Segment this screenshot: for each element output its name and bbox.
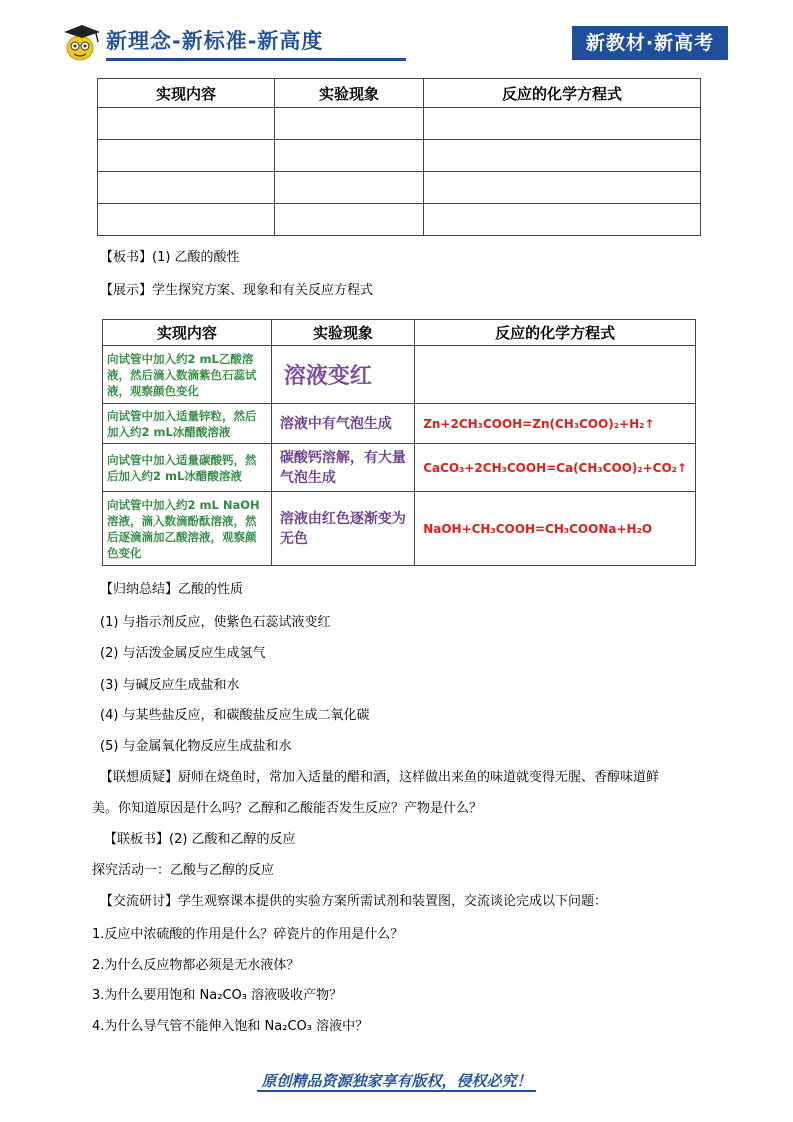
- equation-cell: CaCO₃+2CH₃COOH=Ca(CH₃COO)₂+CO₂↑: [415, 444, 696, 492]
- equation-cell: Zn+2CH₃COOH=Zn(CH₃COO)₂+H₂↑: [415, 404, 696, 444]
- summary-title: 【归纳总结】乙酸的性质: [100, 582, 244, 597]
- phenomenon-cell: 溶液由红色逐渐变为无色: [271, 492, 414, 566]
- copyright-text: 原创精品资源独家享有版权，侵权必究！: [257, 1072, 535, 1092]
- table-row: [103, 444, 696, 492]
- table-row: [103, 404, 696, 444]
- summary-item: (5) 与金属氧化物反应生成盐和水: [100, 739, 292, 754]
- table-row: [98, 140, 701, 172]
- blank-experiment-table: [97, 78, 701, 236]
- question-line-1: 【联想质疑】厨师在烧鱼时，常加入适量的醋和酒，这样做出来鱼的味道就变得无腥、香醇味道鲜: [100, 770, 660, 785]
- summary-item: (4) 与某些盐反应，和碳酸盐反应生成二氧化碳: [100, 708, 370, 723]
- column-header: 实现内容: [103, 320, 272, 346]
- question-line-2: 美。你知道原因是什么吗？乙醇和乙酸能否发生反应？产物是什么？: [92, 801, 483, 816]
- experiment-results-table: [102, 319, 696, 566]
- header-slogan: 新理念-新标准-新高度: [106, 26, 406, 61]
- table-row: [103, 492, 696, 566]
- equation-cell: NaOH+CH₃COOH=CH₃COONa+H₂O: [415, 492, 696, 566]
- column-header: 实验现象: [275, 79, 424, 108]
- activity-title: 探究活动一：乙酸与乙醇的反应: [92, 863, 275, 878]
- question-item: 4.为什么导气管不能伸入饱和 Na₂CO₃ 溶液中？: [92, 1019, 369, 1034]
- table-row: [98, 204, 701, 236]
- summary-item: (3) 与碱反应生成盐和水: [100, 678, 240, 693]
- board-note-acidity: 【板书】(1) 乙酸的酸性: [100, 250, 240, 265]
- column-header: 实验现象: [271, 320, 414, 346]
- question-item: 1.反应中浓硫酸的作用是什么？碎瓷片的作用是什么？: [92, 927, 404, 942]
- table-row: [98, 108, 701, 140]
- procedure-cell: 向试管中加入适量锌粒，然后加入约2 mL冰醋酸溶液: [103, 404, 272, 444]
- procedure-cell: 向试管中加入约2 mL乙酸溶液，然后滴入数滴紫色石蕊试液，观察颜色变化: [103, 346, 272, 404]
- mascot-logo-icon: [58, 22, 104, 62]
- column-header: 反应的化学方程式: [424, 79, 701, 108]
- discussion-prompt: 【交流研讨】学生观察课本提供的实验方案所需试剂和装置图，交流谈论完成以下问题：: [100, 894, 608, 909]
- copyright-footer: [0, 1070, 793, 1091]
- procedure-cell: 向试管中加入约2 mL NaOH溶液，滴入数滴酚酞溶液，然后逐滴滴加乙酸溶液，观察颜色变化: [103, 492, 272, 566]
- table-row: [103, 346, 696, 404]
- procedure-cell: 向试管中加入适量碳酸钙，然后加入约2 mL冰醋酸溶液: [103, 444, 272, 492]
- question-item: 3.为什么要用饱和 Na₂CO₃ 溶液吸收产物？: [92, 988, 343, 1003]
- question-item: 2.为什么反应物都必须是无水液体？: [92, 958, 300, 973]
- phenomenon-cell: 碳酸钙溶解，有大量气泡生成: [271, 444, 414, 492]
- phenomenon-cell: 溶液变红: [271, 346, 414, 404]
- table-header-row: [103, 320, 696, 346]
- summary-item: (1) 与指示剂反应，使紫色石蕊试液变红: [100, 615, 331, 630]
- display-note: 【展示】学生探究方案、现象和有关反应方程式: [100, 283, 374, 298]
- equation-cell: [415, 346, 696, 404]
- board-note-reaction: 【联板书】(2) 乙酸和乙醇的反应: [104, 832, 296, 847]
- phenomenon-cell: 溶液中有气泡生成: [271, 404, 414, 444]
- table-header-row: [98, 79, 701, 108]
- table-row: [98, 172, 701, 204]
- column-header: 实现内容: [98, 79, 275, 108]
- header-badge: 新教材·新高考: [572, 26, 728, 60]
- summary-item: (2) 与活泼金属反应生成氢气: [100, 646, 266, 661]
- column-header: 反应的化学方程式: [415, 320, 696, 346]
